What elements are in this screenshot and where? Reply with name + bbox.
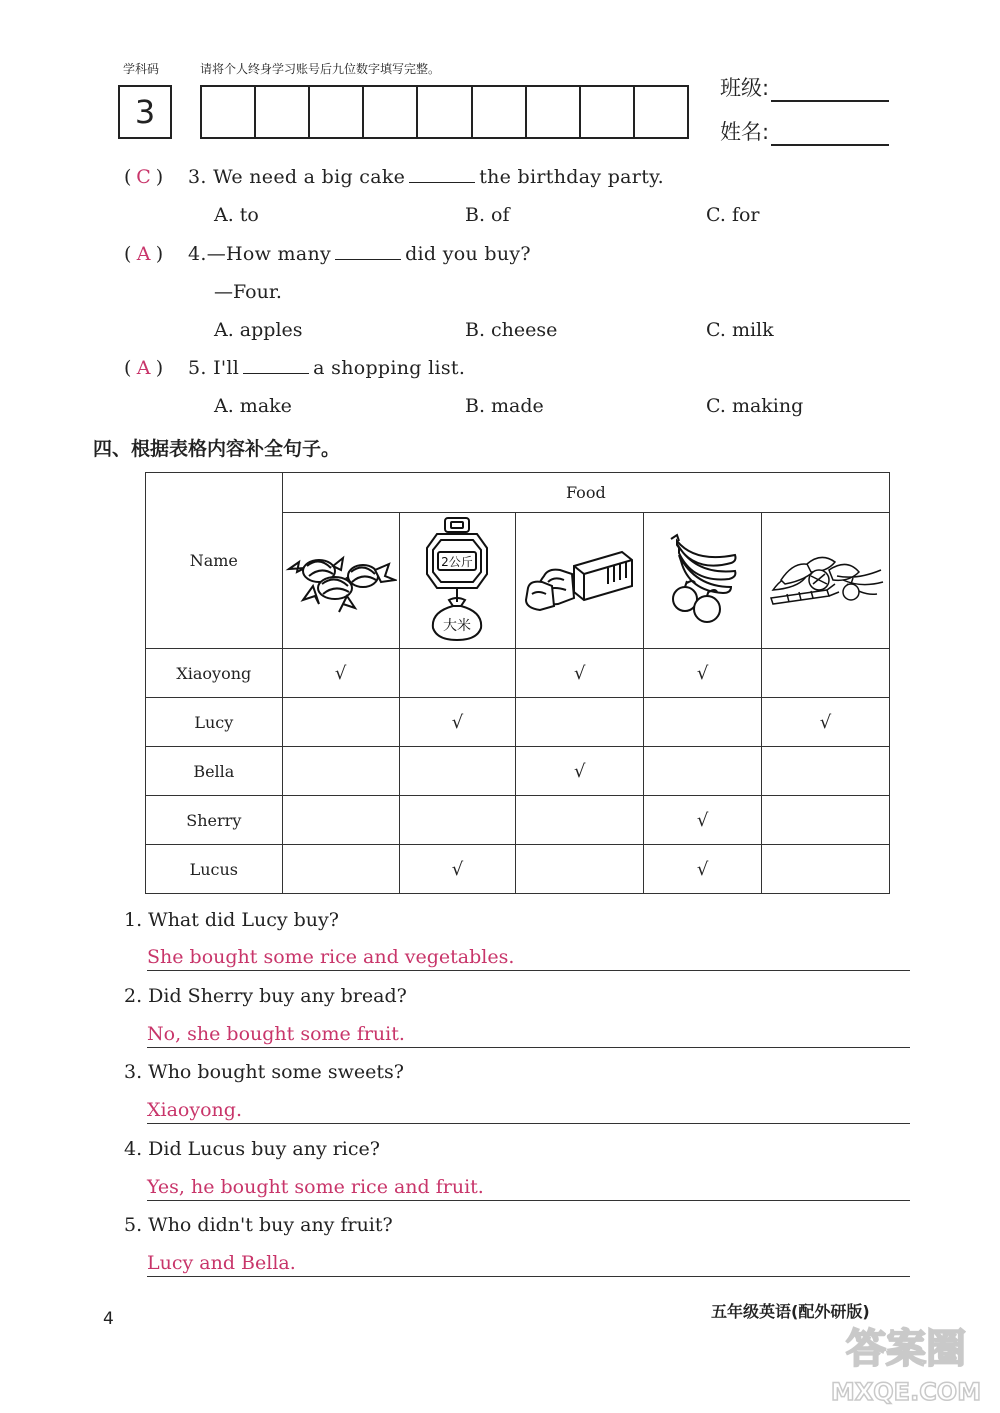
question-text-after: a shopping list. xyxy=(313,357,466,379)
option-b: B. cheese xyxy=(465,319,558,341)
vegetables-cell xyxy=(762,513,890,649)
check-cell xyxy=(762,796,890,845)
check-cell xyxy=(762,649,890,698)
question-text-before: —How many xyxy=(206,243,332,265)
rice-cell xyxy=(399,513,516,649)
account-instruction: 请将个人终身学习账号后九位数字填写完整。 xyxy=(200,62,441,76)
class-field[interactable] xyxy=(720,72,889,102)
answer-letter: A xyxy=(136,243,151,265)
section-4-title: 四、根据表格内容补全句子。 xyxy=(93,438,341,460)
question-number: 4. xyxy=(188,243,207,265)
table-row xyxy=(146,649,890,698)
sentence-answer-2[interactable]: No, she bought some fruit. xyxy=(147,1023,910,1048)
check-cell xyxy=(399,747,516,796)
answer-bracket: ( C ) xyxy=(124,166,164,188)
digit-box[interactable] xyxy=(418,87,472,137)
book-title: 五年级英语(配外研版) xyxy=(711,1302,870,1321)
option-b: B. made xyxy=(465,395,544,417)
check-cell xyxy=(516,796,644,845)
check-cell xyxy=(644,698,762,747)
option-c: C. for xyxy=(706,204,760,226)
sentence-question-1: 1. What did Lucy buy? xyxy=(124,909,339,931)
student-name: Bella xyxy=(146,747,283,796)
option-a: A. apples xyxy=(214,319,303,341)
subject-code-box: 3 xyxy=(118,85,172,139)
class-label: 班级: xyxy=(720,76,770,100)
check-cell xyxy=(762,747,890,796)
subject-code-label: 学科码 xyxy=(123,62,160,76)
sweets-cell xyxy=(282,513,399,649)
check-cell: √ xyxy=(399,698,516,747)
table-row xyxy=(146,796,890,845)
table-row xyxy=(146,747,890,796)
digit-box[interactable] xyxy=(581,87,635,137)
check-cell xyxy=(282,845,399,894)
page-number: 4 xyxy=(103,1309,114,1329)
watermark-url: MXQE.COM xyxy=(830,1378,982,1406)
check-cell: √ xyxy=(399,845,516,894)
option-b: B. of xyxy=(465,204,510,226)
sentence-question-4: 4. Did Lucus buy any rice? xyxy=(124,1138,380,1160)
answer-letter: C xyxy=(136,166,152,188)
question-text-before: I'll xyxy=(213,357,240,379)
check-cell: √ xyxy=(516,747,644,796)
check-cell xyxy=(399,649,516,698)
rice-weight-label: 2公斤 xyxy=(441,554,474,569)
digit-box[interactable] xyxy=(364,87,418,137)
question-text-after: the birthday party. xyxy=(479,166,664,188)
question-text-before: We need a big cake xyxy=(213,166,406,188)
check-cell xyxy=(516,845,644,894)
check-cell xyxy=(282,747,399,796)
question-4 xyxy=(124,243,531,265)
name-field[interactable] xyxy=(720,116,889,146)
check-cell: √ xyxy=(644,649,762,698)
check-cell: √ xyxy=(282,649,399,698)
answer-bracket: ( A ) xyxy=(124,357,164,379)
check-cell: √ xyxy=(644,796,762,845)
answer-blank xyxy=(243,358,309,374)
watermark-logo xyxy=(820,1318,992,1408)
sweets-icon xyxy=(285,544,397,614)
check-cell: √ xyxy=(762,698,890,747)
answer-blank xyxy=(335,244,401,260)
answer-bracket: ( A ) xyxy=(124,243,164,265)
name-label: 姓名: xyxy=(720,120,770,144)
student-name: Sherry xyxy=(146,796,283,845)
question-number: 5. xyxy=(188,357,207,379)
check-cell xyxy=(516,698,644,747)
sentence-question-5: 5. Who didn't buy any fruit? xyxy=(124,1214,393,1236)
student-name: Lucy xyxy=(146,698,283,747)
name-header: Name xyxy=(146,473,283,649)
table-row xyxy=(146,698,890,747)
digit-box[interactable] xyxy=(527,87,581,137)
check-cell xyxy=(282,698,399,747)
sentence-answer-3[interactable]: Xiaoyong. xyxy=(147,1099,910,1124)
fruit-icon xyxy=(665,533,741,625)
question-4-reply: —Four. xyxy=(214,281,282,303)
class-line[interactable] xyxy=(771,82,889,102)
digit-box[interactable] xyxy=(473,87,527,137)
check-cell xyxy=(282,796,399,845)
check-cell: √ xyxy=(516,649,644,698)
digit-box[interactable] xyxy=(310,87,364,137)
question-text-after: did you buy? xyxy=(405,243,531,265)
answer-letter: A xyxy=(136,357,151,379)
name-line[interactable] xyxy=(771,126,889,146)
option-c: C. milk xyxy=(706,319,774,341)
rice-bag-label: 大米 xyxy=(443,617,472,634)
check-cell: √ xyxy=(644,845,762,894)
digit-box[interactable] xyxy=(635,87,687,137)
option-c: C. making xyxy=(706,395,804,417)
sentence-question-3: 3. Who bought some sweets? xyxy=(124,1061,404,1083)
digit-box[interactable] xyxy=(202,87,256,137)
food-header: Food xyxy=(282,473,889,513)
student-name: Xiaoyong xyxy=(146,649,283,698)
table-row xyxy=(146,845,890,894)
sentence-answer-5[interactable]: Lucy and Bella. xyxy=(147,1252,910,1277)
question-5 xyxy=(124,357,465,379)
digit-box[interactable] xyxy=(256,87,310,137)
check-cell xyxy=(644,747,762,796)
sentence-answer-1[interactable]: She bought some rice and vegetables. xyxy=(147,946,910,971)
fruit-cell xyxy=(644,513,762,649)
bread-cell xyxy=(516,513,644,649)
answer-blank xyxy=(409,167,475,183)
account-digit-boxes[interactable] xyxy=(200,85,689,139)
sentence-answer-4[interactable]: Yes, he bought some rice and fruit. xyxy=(147,1176,910,1201)
question-number: 3. xyxy=(188,166,207,188)
watermark-title: 答案圈 xyxy=(846,1326,966,1372)
rice-icon xyxy=(421,516,493,642)
vegetables-icon xyxy=(767,550,885,608)
food-table xyxy=(145,472,890,893)
bread-icon xyxy=(524,546,636,612)
option-a: A. make xyxy=(214,395,292,417)
sentence-question-2: 2. Did Sherry buy any bread? xyxy=(124,985,407,1007)
check-cell xyxy=(399,796,516,845)
check-cell xyxy=(762,845,890,894)
question-3 xyxy=(124,166,664,188)
option-a: A. to xyxy=(214,204,259,226)
student-name: Lucus xyxy=(146,845,283,894)
